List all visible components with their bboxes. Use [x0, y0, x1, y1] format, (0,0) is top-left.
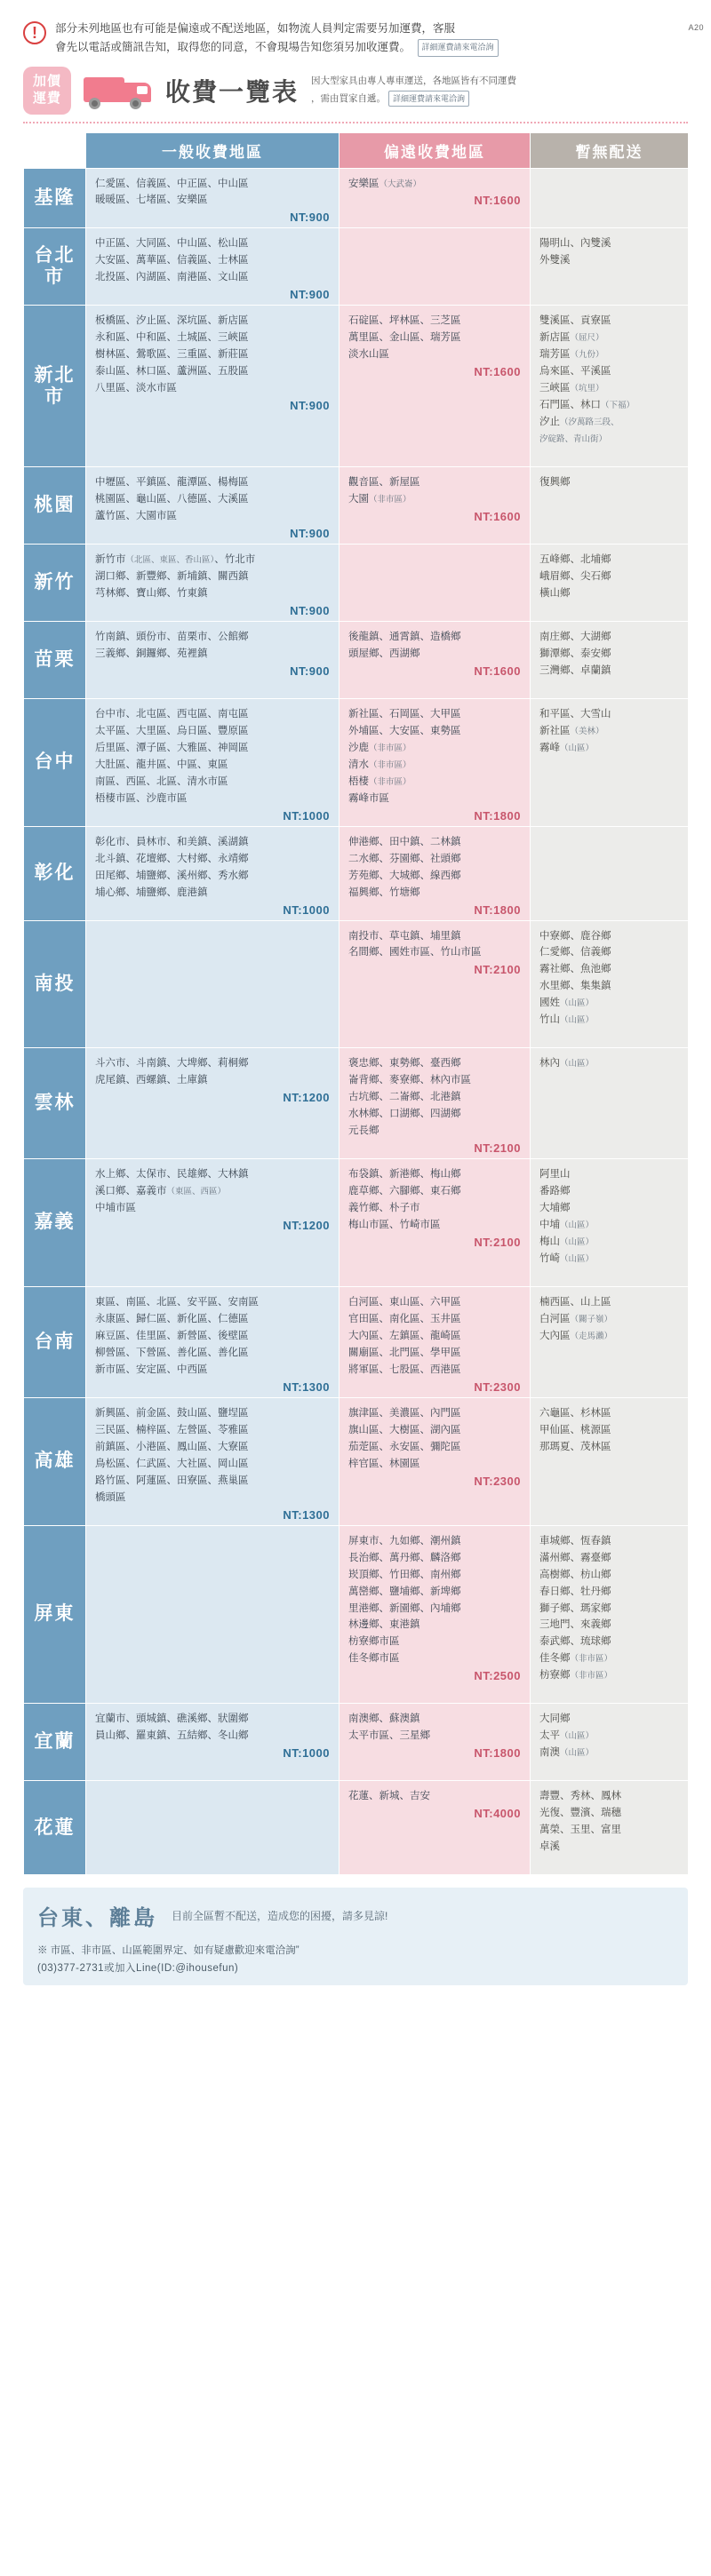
cell-b	[340, 1525, 531, 1704]
area-list: 後龍鎮、通霄鎮、造橋鄉 頭屋鄉、西湖鄉	[348, 631, 461, 659]
price-label: NT:1300	[283, 1379, 330, 1394]
area-list: 彰化市、員林市、和美鎮、溪湖鎮 北斗鎮、花壇鄉、大村鄉、永靖鄉 田尾鄉、埔鹽鄉、溪州鄉、秀水鄉 埔心鄉、埔鹽鄉、鹿港鎮	[95, 836, 249, 898]
table-row	[24, 1048, 689, 1159]
area-list: 新竹市（北區、東區、香山區）、竹北市 湖口鄉、新豐鄉、新埔鎮、關西鎮 芎林鄉、寶山鄉、竹東鎮	[95, 554, 256, 599]
notice-inquiry-link[interactable]: 詳細運費請來電洽詢	[418, 39, 499, 56]
city-label: 台北市	[24, 228, 86, 306]
city-label: 基隆	[24, 168, 86, 228]
table-header-row	[24, 132, 689, 168]
table-row	[24, 1781, 689, 1875]
price-label: NT:900	[290, 664, 330, 678]
page-title: 收費一覽表	[165, 77, 300, 106]
cell-b	[340, 920, 531, 1048]
cell-a	[86, 1397, 340, 1525]
area-list: 阿里山 番路鄉 大埔鄉 中埔（山區） 梅山（山區） 竹崎（山區）	[539, 1169, 595, 1264]
notice-banner	[23, 20, 688, 58]
area-list: 布袋鎮、新港鄉、梅山鄉 鹿草鄉、六腳鄉、東石鄉 義竹鄉、朴子市 梅山市區、竹崎市區	[348, 1169, 461, 1231]
price-label: NT:1600	[474, 365, 521, 379]
cell-b	[340, 168, 531, 228]
area-list: 五峰鄉、北埔鄉 峨眉鄉、尖石鄉 橫山鄉	[539, 554, 611, 599]
city-label: 彰化	[24, 826, 86, 920]
cell-a	[86, 1525, 340, 1704]
city-label: 雲林	[24, 1048, 86, 1159]
city-label: 屏東	[24, 1525, 86, 1704]
area-list: 楠西區、山上區 白河區（關子嶺） 大內區（走馬瀨）	[539, 1296, 613, 1341]
footer-title: 台東、離島	[37, 1906, 157, 1931]
price-label: NT:2100	[474, 1236, 521, 1250]
area-list: 南投市、草屯鎮、埔里鎮 名間鄉、國姓市區、竹山市區	[348, 930, 482, 958]
area-list: 六龜區、杉林區 甲仙區、桃源區 那瑪夏、茂林區	[539, 1407, 611, 1452]
cell-c	[531, 698, 689, 826]
price-label: NT:2300	[474, 1474, 521, 1488]
city-label: 嘉義	[24, 1159, 86, 1287]
cell-c	[531, 1525, 689, 1704]
cell-b	[340, 1048, 531, 1159]
cell-a	[86, 920, 340, 1048]
cell-c	[531, 168, 689, 228]
city-label: 宜蘭	[24, 1704, 86, 1781]
area-list: 新興區、前金區、鼓山區、鹽埕區 三民區、楠梓區、左營區、苓雅區 前鎮區、小港區、鳳山區、大寮區 鳥松區、仁武區、大社區、岡山區 路竹區、阿蓮區、田寮區、燕巢區 橋頭區	[95, 1407, 249, 1503]
area-list: 大同鄉 太平（山區） 南澳（山區）	[539, 1713, 595, 1759]
cell-a	[86, 1286, 340, 1397]
cell-b	[340, 698, 531, 826]
price-label: NT:1000	[283, 1746, 330, 1761]
header-city	[24, 132, 86, 168]
area-list: 水上鄉、太保市、民雄鄉、大林鎮 溪口鄉、嘉義市（東區、西區） 中埔市區	[95, 1169, 249, 1214]
fee-table-page	[0, 20, 711, 1994]
cell-b	[340, 1397, 531, 1525]
cell-c	[531, 228, 689, 306]
area-list: 和平區、大雪山 新社區（美林） 霧峰（山區）	[539, 708, 611, 753]
table-row	[24, 545, 689, 622]
area-list: 宜蘭市、頭城鎮、礁溪鄉、狀圍鄉 員山鄉、羅東鎮、五結鄉、冬山鄉	[95, 1713, 249, 1742]
price-label: NT:1800	[474, 808, 521, 823]
city-label: 高雄	[24, 1397, 86, 1525]
area-list: 南澳鄉、蘇澳鎮 太平市區、三星鄉	[348, 1713, 430, 1742]
cell-a	[86, 826, 340, 920]
cell-c	[531, 1704, 689, 1781]
notice-text	[55, 20, 499, 58]
document-code: A20	[688, 23, 704, 32]
area-list: 雙溪區、貢寮區 新店區（屈尺） 瑞芳區（九份） 烏來區、平溪區 三峽區（坑里） 石門區、林口（下福） 汐止（汐萬路三段、 汐碇路、青山街）	[539, 315, 635, 445]
area-list: 中正區、大同區、中山區、松山區 大安區、萬華區、信義區、士林區 北投區、內湖區、南港區、文山區	[95, 238, 249, 283]
cell-a	[86, 545, 340, 622]
title-note	[311, 74, 516, 107]
cell-b	[340, 306, 531, 467]
area-list: 新社區、石岡區、大甲區 外埔區、大安區、東勢區 沙鹿（非市區） 清水（非市區） 梧棲（非市區） 霧峰市區	[348, 708, 461, 804]
cell-c	[531, 621, 689, 698]
area-list: 台中市、北屯區、西屯區、南屯區 太平區、大里區、烏日區、豐原區 后里區、潭子區、大雅區、神岡區 大肚區、龍井區、中區、東區 南區、西區、北區、清水市區 梧棲市區、沙鹿市區	[95, 708, 249, 804]
cell-a	[86, 467, 340, 545]
table-row	[24, 1286, 689, 1397]
price-label: NT:2100	[474, 1141, 521, 1156]
table-row	[24, 1397, 689, 1525]
city-label: 台中	[24, 698, 86, 826]
table-row	[24, 1525, 689, 1704]
price-label: NT:1600	[474, 510, 521, 524]
city-label: 苗栗	[24, 621, 86, 698]
area-list: 旗津區、美濃區、內門區 旗山區、大樹區、湖內區 茄萣區、永安區、彌陀區 梓官區、林園區	[348, 1407, 461, 1469]
cell-a	[86, 1159, 340, 1287]
surcharge-badge	[23, 67, 71, 115]
cell-b	[340, 1159, 531, 1287]
price-label: NT:1600	[474, 194, 521, 208]
cell-a	[86, 1704, 340, 1781]
notice-line-2: 會先以電話或簡訊告知，取得您的同意，不會現場告知您須另加收運費。	[55, 41, 411, 54]
title-row	[23, 67, 688, 115]
area-list: 伸港鄉、田中鎮、二林鎮 二水鄉、芬園鄉、社頭鄉 芳苑鄉、大城鄉、線西鄉 福興鄉、竹塘鄉	[348, 836, 461, 898]
area-list: 屏東市、九如鄉、潮州鎮 長治鄉、萬丹鄉、麟洛鄉 崁頂鄉、竹田鄉、南州鄉 萬巒鄉、鹽埔鄉、新埤鄉 里港鄉、新園鄉、內埔鄉 林邊鄉、東港鎮 枋寮鄉市區 佳冬鄉市區	[348, 1535, 461, 1665]
table-row	[24, 1704, 689, 1781]
price-label: NT:900	[290, 603, 330, 617]
price-label: NT:900	[290, 288, 330, 302]
cell-a	[86, 168, 340, 228]
cell-c	[531, 1159, 689, 1287]
footer-top	[37, 1900, 674, 1931]
area-list: 中寮鄉、鹿谷鄉 仁愛鄉、信義鄉 霧社鄉、魚池鄉 水里鄉、集集鎮 國姓（山區） 竹山（山區）	[539, 930, 611, 1026]
footer-subtitle: 目前全區暫不配送，造成您的困擾，請多見諒!	[172, 1910, 388, 1923]
city-label: 花蓮	[24, 1781, 86, 1875]
cell-b	[340, 1286, 531, 1397]
area-list: 斗六市、斗南鎮、大埤鄉、莉桐鄉 虎尾鎮、西螺鎮、土庫鎮	[95, 1058, 249, 1086]
cell-a	[86, 698, 340, 826]
area-list: 南庄鄉、大湖鄉 獅潭鄉、泰安鄉 三灣鄉、卓蘭鎮	[539, 631, 611, 676]
delivery-truck-icon	[80, 72, 156, 109]
header-zone-a: 一般收費地區	[86, 132, 340, 168]
city-label: 新竹	[24, 545, 86, 622]
price-label: NT:900	[290, 399, 330, 413]
area-list: 板橋區、汐止區、深坑區、新店區 永和區、中和區、土城區、三峽區 樹林區、鶯歌區、三重區、新莊區 泰山區、林口區、蘆洲區、五股區 八里區、淡水市區	[95, 315, 249, 394]
price-label: NT:1000	[283, 808, 330, 823]
footer-note: ※ 市區、非市區、山區範圍界定、如有疑慮歡迎來電洽詢”	[37, 1945, 300, 1957]
divider	[23, 122, 688, 123]
price-label: NT:1200	[283, 1219, 330, 1233]
area-list: 仁愛區、信義區、中正區、中山區 暖暖區、七堵區、安樂區	[95, 178, 249, 206]
cell-c	[531, 467, 689, 545]
surcharge-badge-line-1: 加價	[32, 73, 61, 89]
price-label: NT:900	[290, 527, 330, 540]
cell-b	[340, 545, 531, 622]
area-list: 陽明山、內雙溪 外雙溪	[539, 238, 611, 266]
title-note-line-2: ，需由買家自遞。	[311, 92, 387, 104]
price-label: NT:1200	[283, 1091, 330, 1105]
price-label: NT:1800	[474, 902, 521, 917]
price-label: NT:2100	[474, 963, 521, 977]
footer-panel	[23, 1888, 688, 1985]
cell-b	[340, 1781, 531, 1875]
cell-a	[86, 306, 340, 467]
cell-a	[86, 621, 340, 698]
area-list: 觀音區、新屋區 大園（非市區）	[348, 477, 420, 505]
header-zone-b: 偏遠收費地區	[340, 132, 531, 168]
table-row	[24, 826, 689, 920]
price-label: NT:1800	[474, 1746, 521, 1761]
title-note-line-1: 因大型家具由專人專車運送，各地區皆有不同運費	[311, 75, 517, 86]
cell-b	[340, 1704, 531, 1781]
cell-c	[531, 545, 689, 622]
area-list: 竹南鎮、頭份市、苗栗市、公館鄉 三義鄉、銅鑼鄉、苑裡鎮	[95, 631, 249, 659]
cell-b	[340, 621, 531, 698]
exclamation-icon: !	[23, 21, 46, 44]
area-list: 花蓮、新城、吉安	[348, 1791, 430, 1802]
cell-c	[531, 920, 689, 1048]
table-row	[24, 920, 689, 1048]
table-row	[24, 306, 689, 467]
cell-a	[86, 228, 340, 306]
area-list: 壽豐、秀林、鳳林 光復、豐濱、瑞穗 萬榮、玉里、富里 卓溪	[539, 1791, 621, 1853]
table-row	[24, 168, 689, 228]
area-list: 褒忠鄉、東勢鄉、臺西鄉 崙背鄉、麥寮鄉、林內市區 古坑鄉、二崙鄉、北港鎮 水林鄉、口湖鄉、四湖鄉 元長鄉	[348, 1058, 471, 1137]
title-inquiry-link[interactable]: 詳細運費請來電洽詢	[388, 91, 469, 107]
area-list: 東區、南區、北區、安平區、安南區 永康區、歸仁區、新化區、仁德區 麻豆區、佳里區、新營區、後壁區 柳營區、下營區、善化區、善化區 新市區、安定區、中西區	[95, 1296, 259, 1375]
city-label: 南投	[24, 920, 86, 1048]
cell-b	[340, 467, 531, 545]
city-label: 新北市	[24, 306, 86, 467]
fee-table	[23, 132, 689, 1876]
table-row	[24, 467, 689, 545]
table-row	[24, 621, 689, 698]
cell-c	[531, 1048, 689, 1159]
notice-line-1: 部分未列地區也有可能是偏遠或不配送地區，如物流人員判定需要另加運費，客服	[55, 22, 456, 35]
city-label: 台南	[24, 1286, 86, 1397]
area-list: 復興鄉	[539, 477, 571, 489]
cell-c	[531, 306, 689, 467]
area-list: 白河區、東山區、六甲區 官田區、南化區、玉井區 大內區、左鎮區、龍崎區 關廟區、北門區、學甲區 將軍區、七股區、西港區	[348, 1296, 461, 1375]
footer-contact: (03)377-2731或加入Line(ID:@ihousefun)	[37, 1962, 239, 1974]
header-zone-c: 暫無配送	[531, 132, 689, 168]
area-list: 林內（山區）	[539, 1058, 595, 1069]
cell-b	[340, 826, 531, 920]
area-list: 車城鄉、恆春鎮 滿州鄉、霧臺鄉 高樹鄉、枋山鄉 春日鄉、牡丹鄉 獅子鄉、瑪家鄉 三地門、來義鄉 泰武鄉、琉球鄉 佳冬鄉（非市區） 枋寮鄉（非市區）	[539, 1535, 613, 1682]
area-list: 石碇區、坪林區、三芝區 萬里區、金山區、瑞芳區 淡水山區	[348, 315, 461, 361]
price-label: NT:1000	[283, 902, 330, 917]
cell-c	[531, 826, 689, 920]
table-row	[24, 1159, 689, 1287]
cell-b	[340, 228, 531, 306]
table-row	[24, 228, 689, 306]
surcharge-badge-line-2: 運費	[32, 90, 61, 106]
cell-c	[531, 1286, 689, 1397]
price-label: NT:2300	[474, 1379, 521, 1394]
city-label: 桃園	[24, 467, 86, 545]
cell-a	[86, 1048, 340, 1159]
area-list: 安樂區（大武崙）	[348, 178, 422, 189]
cell-c	[531, 1781, 689, 1875]
cell-a	[86, 1781, 340, 1875]
price-label: NT:1600	[474, 664, 521, 678]
table-row	[24, 698, 689, 826]
price-label: NT:1300	[283, 1507, 330, 1522]
price-label: NT:900	[290, 211, 330, 225]
price-label: NT:4000	[474, 1807, 521, 1821]
price-label: NT:2500	[474, 1669, 521, 1683]
area-list: 中壢區、平鎮區、龍潭區、楊梅區 桃園區、龜山區、八德區、大溪區 蘆竹區、大園市區	[95, 477, 249, 522]
cell-c	[531, 1397, 689, 1525]
